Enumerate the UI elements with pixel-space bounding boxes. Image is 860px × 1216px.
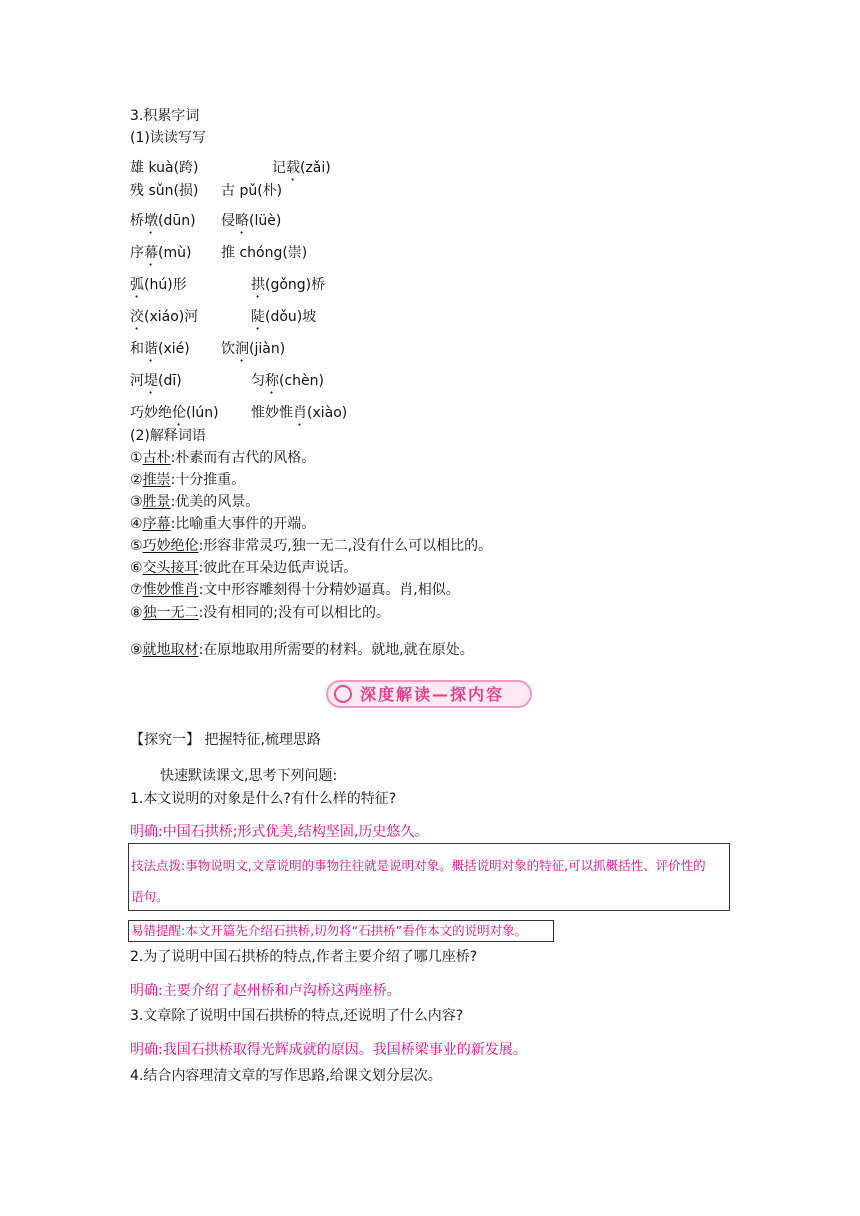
word-item: 序幕(mù) (130, 245, 192, 261)
tip-box (128, 843, 730, 911)
word-item: 弧(hú)形 (130, 277, 187, 293)
word-item: 陡(dǒu)坡 (251, 309, 317, 325)
tip-line-1: 技法点拨:事物说明文,文章说明的事物往往就是说明对象。概括说明对象的特征,可以抓概括性、评价性的 (131, 858, 706, 873)
answer-1: 明确:中国石拱桥;形式优美,结构坚固,历史悠久。 (130, 824, 429, 840)
definition-item: ⑥交头接耳:彼此在耳朵边低声说话。 (130, 560, 358, 576)
word-item: 洨(xiáo)河 (130, 309, 199, 325)
word-item: 匀称(chèn) (251, 373, 324, 389)
word-item: 和谐(xié) (130, 341, 190, 357)
definition-item: ⑧独一无二:没有相同的;没有可以相比的。 (130, 605, 390, 621)
question-2: 2.为了说明中国石拱桥的特点,作者主要介绍了哪几座桥? (130, 949, 478, 965)
question-3: 3.文章除了说明中国石拱桥的特点,还说明了什么内容? (130, 1008, 464, 1024)
explore-heading: 【探究一】 把握特征,梳理思路 (130, 732, 321, 748)
definition-item: ⑨就地取材:在原地取用所需要的材料。就地,就在原处。 (130, 642, 474, 658)
definition-item: ⑤巧妙绝伦:形容非常灵巧,独一无二,没有什么可以相比的。 (130, 538, 493, 554)
definition-item: ③胜景:优美的风景。 (130, 494, 260, 510)
warning-box (128, 920, 554, 942)
definition-item: ⑦惟妙惟肖:文中形容雕刻得十分精妙逼真。肖,相似。 (130, 582, 460, 598)
section-title: 3.积累字词 (130, 108, 200, 124)
word-item: 残 sǔn(损) (130, 183, 199, 199)
word-item: 惟妙惟肖(xiào) (251, 405, 348, 421)
word-item: 推 chóng(崇) (221, 245, 308, 261)
subsection-read-write: (1)读读写写 (130, 130, 206, 146)
word-item: 古 pǔ(朴) (221, 183, 283, 199)
word-item: 雄 kuà(跨) (130, 160, 199, 176)
definition-item: ②推崇:十分推重。 (130, 472, 246, 488)
subsection-explain: (2)解释词语 (130, 428, 206, 444)
question-1: 1.本文说明的对象是什么?有什么样的特征? (130, 791, 397, 807)
word-item: 饮涧(jiàn) (221, 341, 286, 357)
word-item: 侵略(lüè) (221, 213, 282, 229)
word-item: 桥墩(dūn) (130, 213, 196, 229)
warning-text: 易错提醒:本文开篇先介绍石拱桥,切勿将“石拱桥”看作本文的说明对象。 (131, 923, 528, 938)
book-icon (334, 685, 352, 703)
word-item: 记载(zǎi) (272, 160, 331, 176)
banner-title: 深度解读—探内容 (360, 685, 505, 704)
definition-item: ①古朴:朴素而有古代的风格。 (130, 450, 316, 466)
explore-intro: 快速默读课文,思考下列问题: (160, 768, 338, 784)
definition-item: ④序幕:比喻重大事件的开端。 (130, 516, 316, 532)
word-item: 拱(gǒng)桥 (251, 277, 326, 293)
word-item: 巧妙绝伦(lún) (130, 405, 219, 421)
answer-2: 明确:主要介绍了赵州桥和卢沟桥这两座桥。 (130, 983, 401, 999)
answer-3: 明确:我国石拱桥取得光辉成就的原因。我国桥梁事业的新发展。 (130, 1042, 527, 1058)
section-banner (326, 680, 532, 708)
word-item: 河堤(dī) (130, 373, 182, 389)
tip-line-2: 语句。 (131, 889, 169, 904)
question-4: 4.结合内容理清文章的写作思路,给课文划分层次。 (130, 1068, 442, 1084)
